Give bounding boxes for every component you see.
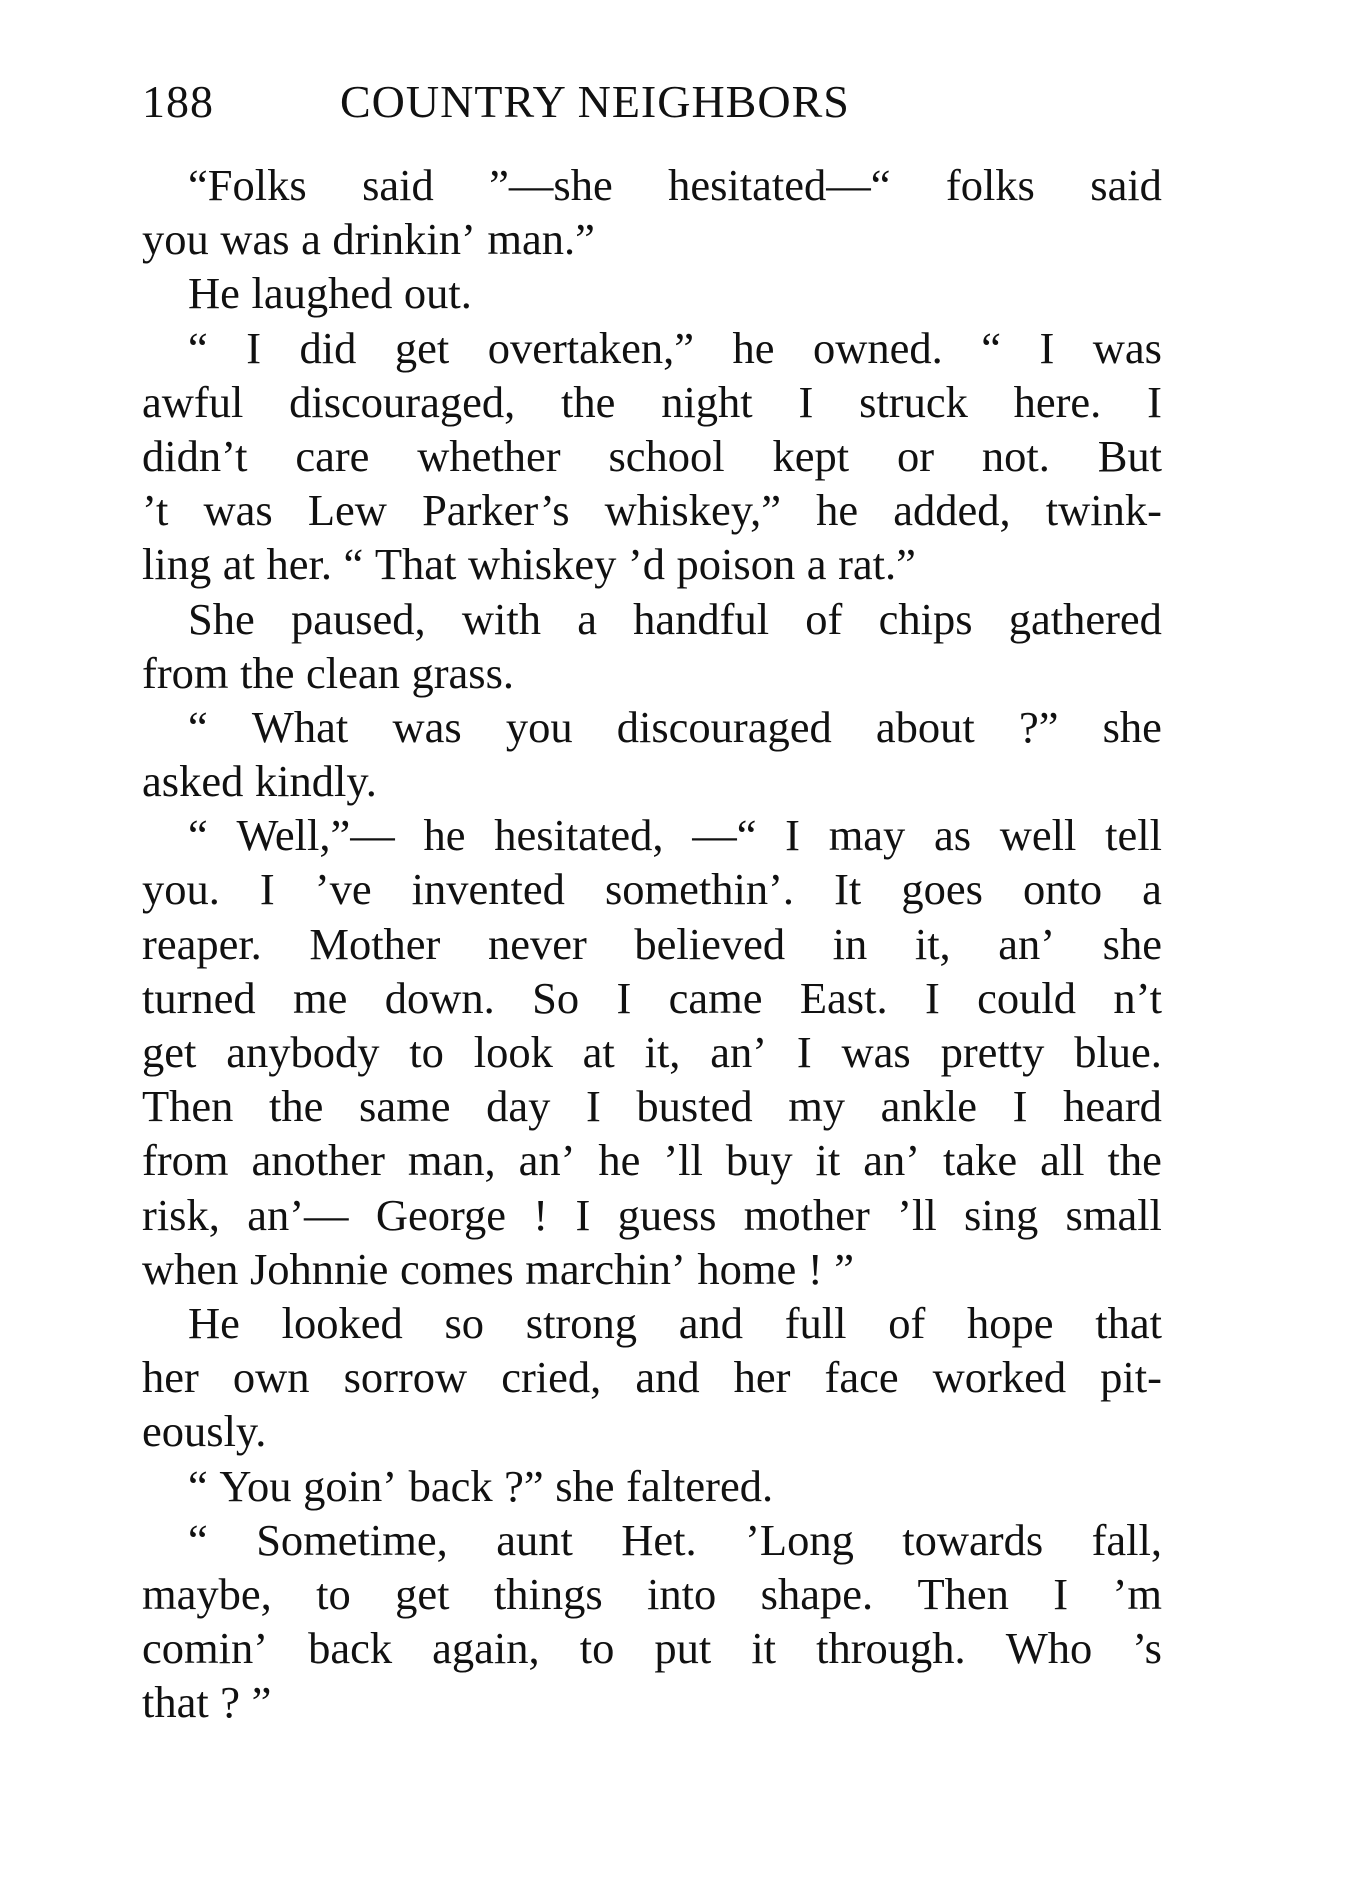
word: into bbox=[647, 1568, 717, 1619]
word: ’s bbox=[1132, 1623, 1162, 1674]
word: again, bbox=[432, 1623, 540, 1674]
word: guess bbox=[617, 1189, 717, 1240]
text-line bbox=[142, 158, 1162, 212]
text-line bbox=[142, 971, 1162, 1025]
word: so bbox=[444, 1297, 485, 1348]
word: owned. bbox=[812, 322, 943, 373]
word: reaper. bbox=[142, 918, 262, 969]
word: of bbox=[888, 1297, 926, 1348]
word: asked bbox=[142, 756, 244, 807]
word: you bbox=[505, 701, 573, 752]
text-line bbox=[142, 1459, 1162, 1513]
text-line bbox=[142, 754, 1162, 808]
text-line bbox=[142, 1188, 1162, 1242]
word: and bbox=[678, 1297, 743, 1348]
word: face bbox=[824, 1352, 899, 1403]
word: “ bbox=[343, 539, 364, 590]
word: it bbox=[751, 1623, 777, 1674]
word: chips bbox=[878, 593, 973, 644]
word: drinkin’ bbox=[332, 214, 476, 265]
word: full bbox=[784, 1297, 847, 1348]
word: He bbox=[188, 1297, 240, 1348]
word: struck bbox=[859, 376, 968, 427]
word: comin’ bbox=[142, 1623, 269, 1674]
word: You bbox=[219, 1460, 292, 1511]
word: Het. bbox=[621, 1514, 697, 1565]
word: I bbox=[798, 376, 814, 427]
word: poison bbox=[676, 539, 796, 590]
word: get bbox=[142, 1027, 197, 1077]
word: an’— bbox=[247, 1189, 349, 1240]
word: was bbox=[1092, 322, 1162, 373]
word: ? bbox=[220, 1677, 241, 1728]
word: at bbox=[222, 539, 255, 590]
word: —“ bbox=[692, 810, 757, 861]
word: gathered bbox=[1008, 593, 1162, 644]
word: you. bbox=[142, 864, 220, 915]
word: her bbox=[142, 1352, 199, 1403]
word: another bbox=[251, 1135, 385, 1186]
word: That bbox=[374, 539, 457, 590]
word: when bbox=[142, 1243, 239, 1294]
word: an’ bbox=[998, 918, 1056, 969]
body-text bbox=[142, 158, 1162, 1729]
word: Johnnie bbox=[249, 1243, 389, 1294]
word: ” bbox=[251, 1677, 272, 1728]
word: ” bbox=[834, 1243, 854, 1294]
word: you bbox=[142, 214, 209, 265]
word: somethin’. bbox=[604, 864, 795, 915]
word: here. bbox=[1013, 376, 1102, 427]
word: was bbox=[220, 214, 290, 265]
word: didn’t bbox=[142, 430, 248, 481]
word: did bbox=[299, 322, 357, 373]
word: was bbox=[392, 701, 462, 752]
word: never bbox=[487, 918, 587, 969]
word: added, bbox=[893, 485, 1011, 536]
word: in bbox=[832, 918, 868, 969]
word: take bbox=[942, 1135, 1018, 1186]
word: I bbox=[1053, 1568, 1069, 1619]
text-line bbox=[142, 917, 1162, 971]
word: ’t bbox=[142, 485, 169, 536]
word: “ bbox=[188, 1460, 208, 1511]
text-line bbox=[142, 1296, 1162, 1350]
word: my bbox=[788, 1081, 846, 1132]
word: folks bbox=[945, 160, 1035, 210]
word: she bbox=[1102, 701, 1162, 752]
word: whether bbox=[417, 430, 561, 481]
word: It bbox=[834, 864, 862, 915]
word: he bbox=[816, 485, 859, 536]
word: small bbox=[1065, 1189, 1162, 1240]
word: But bbox=[1097, 430, 1162, 481]
word: anybody bbox=[226, 1027, 380, 1077]
word: risk, bbox=[142, 1189, 220, 1240]
text-line bbox=[142, 862, 1162, 916]
word: Well,”— bbox=[236, 810, 395, 861]
word: maybe, bbox=[142, 1568, 272, 1619]
word: I bbox=[1012, 1081, 1028, 1132]
word: look bbox=[473, 1027, 553, 1077]
text-line bbox=[142, 1513, 1162, 1567]
word: the bbox=[269, 1081, 324, 1132]
word: onto bbox=[1022, 864, 1103, 915]
word: I bbox=[616, 972, 632, 1023]
text-line bbox=[142, 1404, 1162, 1458]
word: pit- bbox=[1100, 1352, 1162, 1403]
word: buy bbox=[725, 1135, 793, 1186]
word: worked bbox=[932, 1352, 1067, 1403]
text-line bbox=[142, 212, 1162, 266]
word: she bbox=[1102, 918, 1162, 969]
word: East. bbox=[799, 972, 888, 1023]
text-line bbox=[142, 592, 1162, 646]
text-line bbox=[142, 700, 1162, 754]
word: hesitated—“ bbox=[668, 160, 891, 210]
word: all bbox=[1040, 1135, 1085, 1186]
text-line bbox=[142, 483, 1162, 537]
word: of bbox=[805, 593, 843, 644]
word: the bbox=[561, 376, 616, 427]
word: from bbox=[142, 647, 229, 698]
word: kept bbox=[772, 430, 850, 481]
word: an’ bbox=[710, 1027, 768, 1077]
word: blue. bbox=[1074, 1027, 1162, 1077]
word: Who bbox=[1005, 1623, 1093, 1674]
word: ! bbox=[533, 1189, 549, 1240]
word: same bbox=[359, 1081, 451, 1132]
word: things bbox=[493, 1568, 603, 1619]
word: about bbox=[875, 701, 975, 752]
word: at bbox=[582, 1027, 615, 1077]
word: discouraged bbox=[616, 701, 832, 752]
text-line bbox=[142, 1350, 1162, 1404]
word: home bbox=[697, 1243, 797, 1294]
word: she bbox=[555, 1460, 615, 1511]
word: ’d bbox=[627, 539, 665, 590]
word: that bbox=[1095, 1297, 1162, 1348]
word: sorrow bbox=[343, 1352, 468, 1403]
word: I bbox=[1039, 322, 1055, 373]
word: a bbox=[301, 214, 321, 265]
word: care bbox=[295, 430, 370, 481]
word: fall, bbox=[1091, 1514, 1162, 1565]
word: goes bbox=[901, 864, 983, 915]
word: it, bbox=[914, 918, 951, 969]
text-line bbox=[142, 808, 1162, 862]
word: ’ll bbox=[897, 1189, 937, 1240]
word: whiskey,” bbox=[604, 485, 781, 536]
word: ”—she bbox=[489, 160, 613, 210]
word: invented bbox=[411, 864, 565, 915]
word: whiskey bbox=[468, 539, 617, 590]
word: to bbox=[409, 1027, 444, 1077]
word: n’t bbox=[1113, 972, 1162, 1023]
word: sing bbox=[964, 1189, 1039, 1240]
word: get bbox=[395, 1568, 450, 1619]
word: I bbox=[246, 322, 262, 373]
word: discouraged, bbox=[289, 376, 516, 427]
text-line bbox=[142, 1675, 1162, 1729]
word: down. bbox=[384, 972, 495, 1023]
word: George bbox=[375, 1189, 506, 1240]
word: that bbox=[142, 1677, 209, 1728]
text-line bbox=[142, 646, 1162, 700]
word: Then bbox=[917, 1568, 1009, 1619]
word: as bbox=[934, 810, 972, 861]
word: an’ bbox=[518, 1135, 576, 1186]
word: cried, bbox=[501, 1352, 602, 1403]
word: the bbox=[1107, 1135, 1162, 1186]
word: her bbox=[733, 1352, 791, 1403]
word: man.” bbox=[487, 214, 595, 265]
word: overtaken,” bbox=[487, 322, 695, 373]
word: ?” bbox=[504, 1460, 544, 1511]
text-line bbox=[142, 537, 1162, 591]
word: back bbox=[308, 1623, 393, 1674]
word: laughed bbox=[251, 268, 393, 319]
word: clean bbox=[306, 647, 400, 698]
word: looked bbox=[281, 1297, 403, 1348]
word: handful bbox=[633, 593, 770, 644]
word: her. bbox=[266, 539, 332, 590]
text-line bbox=[142, 1242, 1162, 1296]
word: out. bbox=[403, 268, 472, 319]
running-title: COUNTRY NEIGHBORS bbox=[340, 76, 850, 127]
word: through. bbox=[816, 1623, 966, 1674]
word: own bbox=[232, 1352, 310, 1403]
word: What bbox=[251, 701, 349, 752]
word: ?” bbox=[1018, 701, 1059, 752]
word: “ bbox=[188, 701, 208, 752]
word: back bbox=[408, 1460, 493, 1511]
word: came bbox=[668, 972, 763, 1023]
word: I bbox=[575, 1189, 591, 1240]
word: was bbox=[203, 485, 273, 536]
word: a bbox=[1142, 864, 1162, 915]
word: I bbox=[585, 1081, 601, 1132]
word: well bbox=[999, 810, 1077, 861]
word: comes bbox=[399, 1243, 514, 1294]
word: he bbox=[598, 1135, 641, 1186]
word: a bbox=[806, 539, 827, 590]
word: tell bbox=[1105, 810, 1162, 861]
word: said bbox=[1090, 160, 1162, 210]
word: I bbox=[259, 864, 275, 915]
word: eously. bbox=[142, 1406, 267, 1457]
word: and bbox=[635, 1352, 700, 1403]
word: shape. bbox=[760, 1568, 874, 1619]
word: Mother bbox=[309, 918, 441, 969]
word: to bbox=[579, 1623, 615, 1674]
word: towards bbox=[902, 1514, 1044, 1565]
word: me bbox=[293, 972, 348, 1023]
word: She bbox=[188, 593, 255, 644]
word: may bbox=[828, 810, 906, 861]
word: “Folks bbox=[188, 160, 307, 210]
word: ’Long bbox=[745, 1514, 854, 1565]
word: pretty bbox=[940, 1027, 1045, 1077]
word: Parker’s bbox=[422, 485, 570, 536]
text-line bbox=[142, 1025, 1162, 1079]
word: Lew bbox=[307, 485, 387, 536]
word: man, bbox=[407, 1135, 496, 1186]
text-line bbox=[142, 1079, 1162, 1133]
text-line bbox=[142, 266, 1162, 320]
word: mother bbox=[743, 1189, 870, 1240]
word: day bbox=[486, 1081, 551, 1132]
text-line bbox=[142, 1133, 1162, 1187]
word: to bbox=[316, 1568, 351, 1619]
word: awful bbox=[142, 376, 244, 427]
word: turned bbox=[142, 972, 256, 1023]
word: marchin’ bbox=[525, 1243, 686, 1294]
word: “ bbox=[188, 1514, 208, 1565]
word: get bbox=[394, 322, 450, 373]
word: said bbox=[362, 160, 434, 210]
word: heard bbox=[1063, 1081, 1162, 1132]
word: ling bbox=[142, 539, 212, 590]
word: from bbox=[142, 1135, 229, 1186]
word: it, bbox=[644, 1027, 681, 1077]
word: put bbox=[654, 1623, 712, 1674]
word: the bbox=[240, 647, 295, 698]
word: school bbox=[608, 430, 725, 481]
word: ’ve bbox=[314, 864, 372, 915]
word: an’ bbox=[863, 1135, 921, 1186]
word: rat.” bbox=[838, 539, 916, 590]
word: “ bbox=[188, 810, 208, 861]
page-number: 188 bbox=[142, 76, 214, 127]
word: night bbox=[661, 376, 753, 427]
word: hope bbox=[967, 1297, 1054, 1348]
word: he bbox=[423, 810, 466, 861]
word: goin’ bbox=[303, 1460, 398, 1511]
word: I bbox=[796, 1027, 812, 1077]
text-line bbox=[142, 429, 1162, 483]
word: with bbox=[461, 593, 541, 644]
word: hesitated, bbox=[494, 810, 664, 861]
word: faltered. bbox=[626, 1460, 774, 1511]
word: not. bbox=[981, 430, 1050, 481]
word: twink- bbox=[1045, 485, 1162, 536]
word: Then bbox=[142, 1081, 234, 1132]
word: strong bbox=[525, 1297, 637, 1348]
word: a bbox=[577, 593, 597, 644]
word: kindly. bbox=[254, 756, 377, 807]
text-line bbox=[142, 1621, 1162, 1675]
word: aunt bbox=[496, 1514, 573, 1565]
word: ’ll bbox=[663, 1135, 703, 1186]
word: could bbox=[977, 972, 1076, 1023]
word: grass. bbox=[411, 647, 515, 698]
page-header bbox=[142, 72, 1162, 132]
word: So bbox=[532, 972, 580, 1023]
text-line bbox=[142, 1567, 1162, 1621]
text-line bbox=[142, 375, 1162, 429]
word: I bbox=[785, 810, 800, 861]
word: ankle bbox=[880, 1081, 978, 1132]
word: paused, bbox=[290, 593, 426, 644]
word: I bbox=[924, 972, 940, 1023]
word: believed bbox=[634, 918, 786, 969]
word: was bbox=[841, 1027, 911, 1077]
word: or bbox=[896, 430, 935, 481]
word: busted bbox=[636, 1081, 753, 1132]
word: “ bbox=[188, 322, 208, 373]
word: ’m bbox=[1112, 1568, 1162, 1619]
word: ! bbox=[807, 1243, 823, 1294]
word: it bbox=[815, 1135, 841, 1186]
text-line bbox=[142, 321, 1162, 375]
word: I bbox=[1147, 376, 1162, 427]
word: He bbox=[188, 268, 240, 319]
word: he bbox=[732, 322, 775, 373]
word: Sometime, bbox=[256, 1514, 448, 1565]
word: “ bbox=[981, 322, 1001, 373]
